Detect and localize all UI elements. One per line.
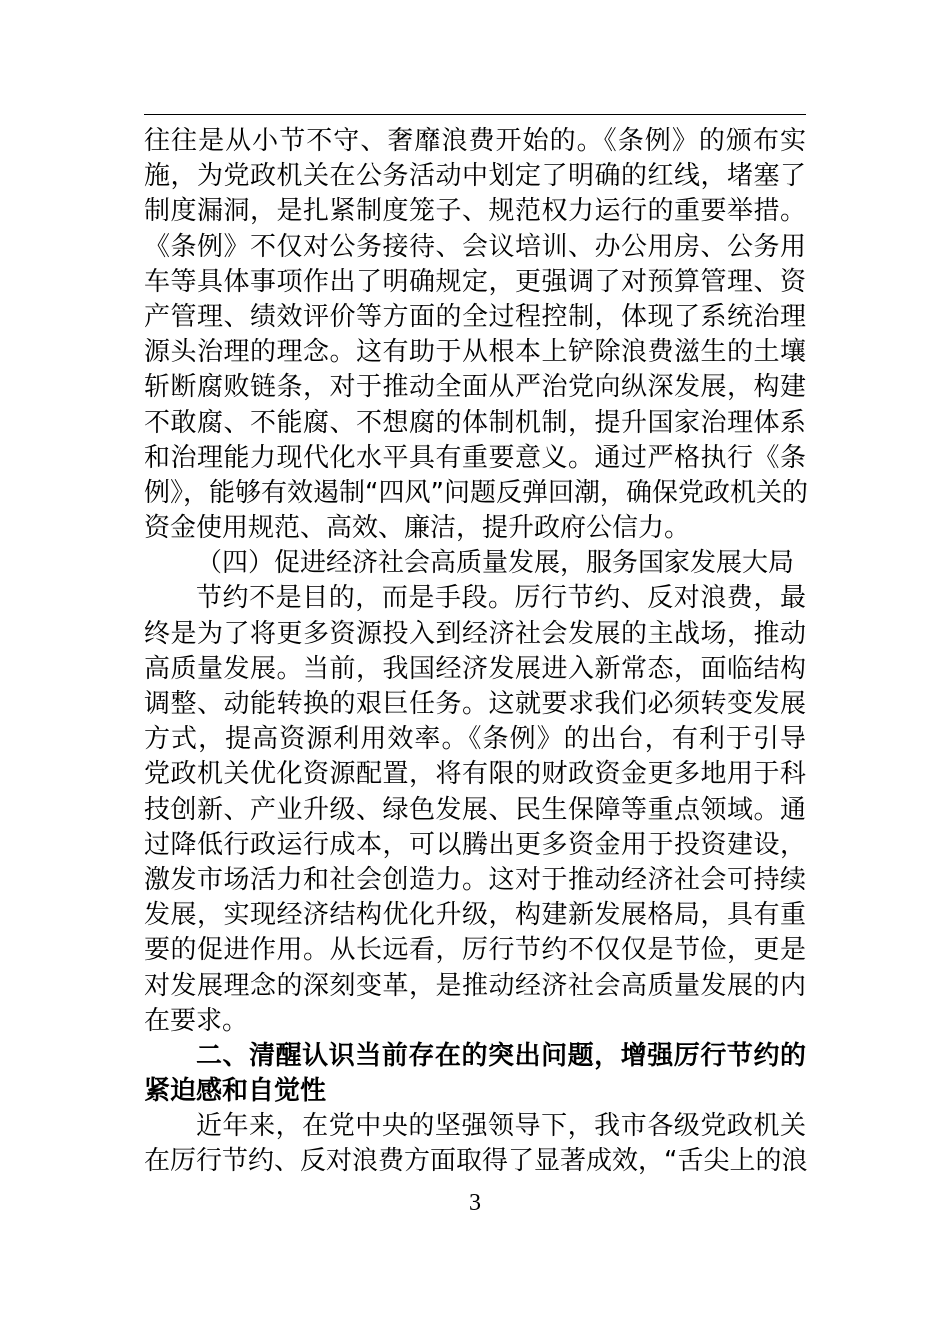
body-text-line: 资金使用规范、高效、廉洁，提升政府公信力。 — [144, 513, 691, 544]
body-text-line: 和治理能力现代化水平具有重要意义。通过严格执行《条 — [144, 442, 806, 473]
page-number: 3 — [469, 1190, 481, 1216]
body-text-line: 高质量发展。当前，我国经济发展进入新常态，面临结构 — [144, 653, 806, 684]
body-text-line: 产管理、绩效评价等方面的全过程控制，体现了系统治理 — [144, 301, 806, 332]
body-text-line: 近年来，在党中央的坚强领导下，我市各级党政机关 — [196, 1111, 806, 1142]
body-text-line: 往往是从小节不守、奢靡浪费开始的。《条例》的颁布实 — [144, 126, 806, 156]
body-text-line: 对发展理念的深刻变革，是推动经济社会高质量发展的内 — [144, 970, 806, 1001]
body-text-line: 斩断腐败链条，对于推动全面从严治党向纵深发展，构建 — [144, 372, 806, 403]
body-text-line: 技创新、产业升级、绿色发展、民生保障等重点领域。通 — [144, 794, 806, 825]
body-text-line: 不敢腐、不能腐、不想腐的体制机制，提升国家治理体系 — [144, 407, 806, 438]
body-text-line: 车等具体事项作出了明确规定，更强调了对预算管理、资 — [144, 266, 806, 297]
body-text-line: 《条例》不仅对公务接待、会议培训、办公用房、公务用 — [144, 231, 806, 262]
body-text-line: 源头治理的理念。这有助于从根本上铲除浪费滋生的土壤 — [144, 337, 806, 368]
body-text-line: 调整、动能转换的艰巨任务。这就要求我们必须转变发展 — [144, 689, 806, 719]
body-text-line: 在要求。 — [144, 1005, 249, 1036]
header-rule — [144, 114, 806, 115]
body-text-line: 党政机关优化资源配置，将有限的财政资金更多地用于科 — [144, 759, 806, 790]
document-body — [144, 124, 806, 1180]
body-text-line: 施，为党政机关在公务活动中划定了明确的红线，堵塞了 — [144, 161, 806, 192]
body-text-line: 过降低行政运行成本，可以腾出更多资金用于投资建设， — [144, 829, 806, 860]
body-text-line: 激发市场活力和社会创造力。这对于推动经济社会可持续 — [144, 864, 806, 895]
body-text-line: 节约不是目的，而是手段。厉行节约、反对浪费，最 — [196, 583, 806, 614]
subheading-4: （四）促进经济社会高质量发展，服务国家发展大局 — [196, 548, 795, 579]
body-text-line: 方式，提高资源利用效率。《条例》的出台，有利于引导 — [144, 724, 806, 755]
body-text-line: 制度漏洞，是扎紧制度笼子、规范权力运行的重要举措。 — [144, 196, 806, 227]
section-heading-2-cont: 紧迫感和自觉性 — [144, 1076, 327, 1107]
section-heading-2: 二、清醒认识当前存在的突出问题，增强厉行节约的 — [196, 1040, 806, 1071]
body-text-line: 在厉行节约、反对浪费方面取得了显著成效，“舌尖上的浪 — [144, 1146, 808, 1177]
body-text-line: 例》，能够有效遏制“四风”问题反弹回潮，确保党政机关的 — [144, 477, 808, 508]
body-text-line: 终是为了将更多资源投入到经济社会发展的主战场，推动 — [144, 618, 806, 649]
body-text-line: 要的促进作用。从长远看，厉行节约不仅仅是节俭，更是 — [144, 935, 806, 966]
body-text-line: 发展，实现经济结构优化升级，构建新发展格局，具有重 — [144, 900, 806, 931]
